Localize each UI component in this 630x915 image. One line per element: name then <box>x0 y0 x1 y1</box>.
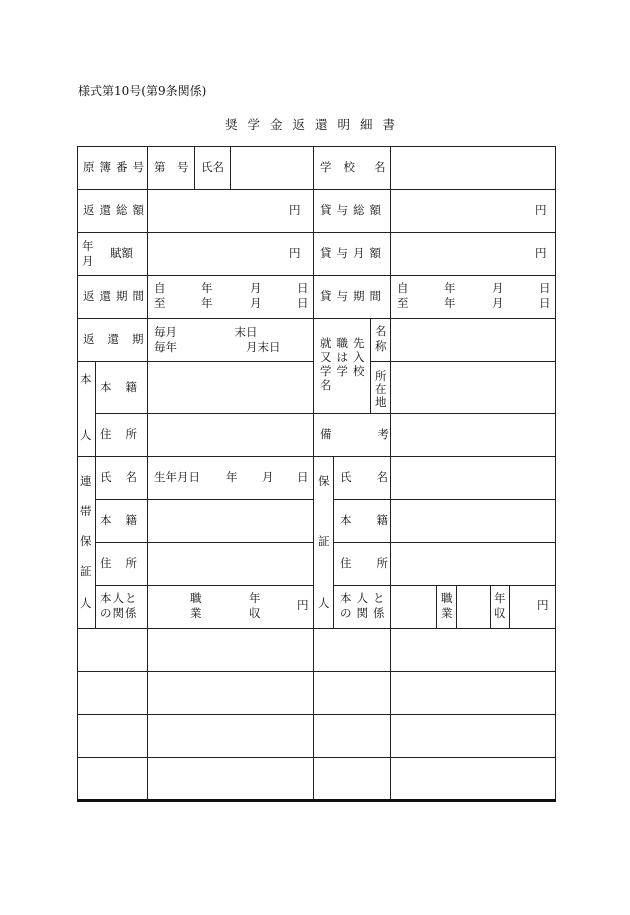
label-nen-itaru-left: 年 <box>201 296 213 310</box>
label-hosho-0: 保 <box>318 474 330 488</box>
label-nen: 年 <box>82 239 94 253</box>
label-shushoku-1: 就職先 <box>320 336 370 350</box>
label-itaru-right: 至 <box>397 296 409 310</box>
label-honseki: 本籍 <box>100 380 151 394</box>
text-maitsuki-matsujitsu: 毎月 末日 <box>154 325 258 339</box>
label-shushoku-2: 又は入 <box>320 350 370 364</box>
yen-henkan-sogaku: 円 <box>289 203 301 217</box>
label-rentai-jusho: 住所 <box>100 556 151 570</box>
label-henkan-kikan: 返還期間 <box>83 289 149 303</box>
label-nen-ji-left: 年 <box>201 281 213 295</box>
label-henkan-sogaku: 返還総額 <box>83 203 149 217</box>
label-biko: 備考 <box>320 427 435 441</box>
label-hosho-jusho: 住所 <box>340 556 413 570</box>
label-nen-itaru-right: 年 <box>444 296 456 310</box>
label-tsuki-ji-left: 月 <box>250 281 262 295</box>
text-maitoshi-matsujitsu: 毎年 月末日 <box>154 340 281 354</box>
label-rentai-2: 保 <box>80 534 92 548</box>
label-fugaku: 賦額 <box>110 246 133 260</box>
label-hi-ji-right: 日 <box>539 281 551 295</box>
label-honnin-1: 本 <box>80 372 92 386</box>
label-hosho-honnin-to: 本人と <box>340 591 390 605</box>
label-rentai-shu: 収 <box>249 606 261 620</box>
yen-rentai-nenshu: 円 <box>297 598 309 612</box>
label-henkan-ki: 返還期 <box>83 332 157 346</box>
label-tsuki-ji-right: 月 <box>492 281 504 295</box>
label-itaru-left: 至 <box>154 296 166 310</box>
label-rentai-gyo: 業 <box>190 606 202 620</box>
label-hosho-shoku: 職 <box>441 591 453 605</box>
label-rentai-nen: 年 <box>249 591 261 605</box>
label-rentai-1: 帯 <box>80 504 92 518</box>
label-hosho-2: 人 <box>318 596 330 610</box>
label-rentai-0: 連 <box>80 474 92 488</box>
label-shushoku-3: 学学校 <box>320 364 370 378</box>
label-taiyo-kikan: 貸与期間 <box>320 289 386 303</box>
yen-hosho-nenshu: 円 <box>537 598 549 612</box>
label-hi-itaru-left: 日 <box>297 296 309 310</box>
yen-taiyo-sogaku: 円 <box>535 203 547 217</box>
field-shimei[interactable] <box>231 152 313 186</box>
label-gakko: 学校 <box>320 160 367 174</box>
label-shozaichi: 所在地 <box>375 369 387 409</box>
label-hi-ji-left: 日 <box>297 281 309 295</box>
label-hi-itaru-right: 日 <box>539 296 551 310</box>
label-ji-right: 自 <box>397 281 409 295</box>
label-rentai-shimei: 氏名 <box>100 470 151 484</box>
label-genbo-bango: 原簿番号 <box>83 160 149 174</box>
yen-taiyo-getsugaku: 円 <box>535 246 547 260</box>
label-rentai-4: 人 <box>80 596 92 610</box>
document-title: 奨学金返還明細書 <box>224 117 405 132</box>
label-rentai-shoku: 職 <box>190 591 202 605</box>
label-rentai-no-kankei: の関係 <box>100 606 138 620</box>
label-hosho-no-kankei: の関係 <box>340 606 390 620</box>
label-taiyo-sogaku: 貸与総額 <box>320 203 386 217</box>
label-hosho-nen: 年 <box>494 591 506 605</box>
label-go: 号 <box>177 160 189 174</box>
label-nen-ji-right: 年 <box>444 281 456 295</box>
label-hosho-gyo: 業 <box>441 606 453 620</box>
label-hosho-shimei: 氏名 <box>340 470 413 484</box>
label-tsuki-itaru-left: 月 <box>250 296 262 310</box>
label-seinen-hi: 日 <box>297 470 309 484</box>
label-seinen-tsuki: 月 <box>262 470 274 484</box>
label-rentai-honnin-to: 本人と <box>100 591 138 605</box>
label-dai: 第 <box>154 160 166 174</box>
label-jusho: 住所 <box>100 427 151 441</box>
label-hosho-honseki: 本籍 <box>340 513 413 527</box>
label-shimei: 氏名 <box>201 160 224 174</box>
label-seinengappi: 生年月日 <box>154 470 200 484</box>
label-hosho-1: 証 <box>318 534 330 548</box>
label-meisho: 名称 <box>375 324 387 353</box>
form-reference: 様式第10号(第9条関係) <box>78 84 207 98</box>
label-gakko-mei: 名 <box>374 160 386 174</box>
label-honnin-2: 人 <box>80 428 92 442</box>
label-hosho-shu: 収 <box>494 606 506 620</box>
label-rentai-3: 証 <box>80 564 92 578</box>
label-shushoku-4: 名 <box>320 378 332 392</box>
label-rentai-honseki: 本籍 <box>100 513 151 527</box>
yen-fugaku: 円 <box>289 246 301 260</box>
label-ji-left: 自 <box>154 281 166 295</box>
label-tsuki: 月 <box>82 254 94 268</box>
label-taiyo-getsugaku: 貸与月額 <box>320 246 386 260</box>
label-seinen-nen: 年 <box>226 470 238 484</box>
label-tsuki-itaru-right: 月 <box>492 296 504 310</box>
